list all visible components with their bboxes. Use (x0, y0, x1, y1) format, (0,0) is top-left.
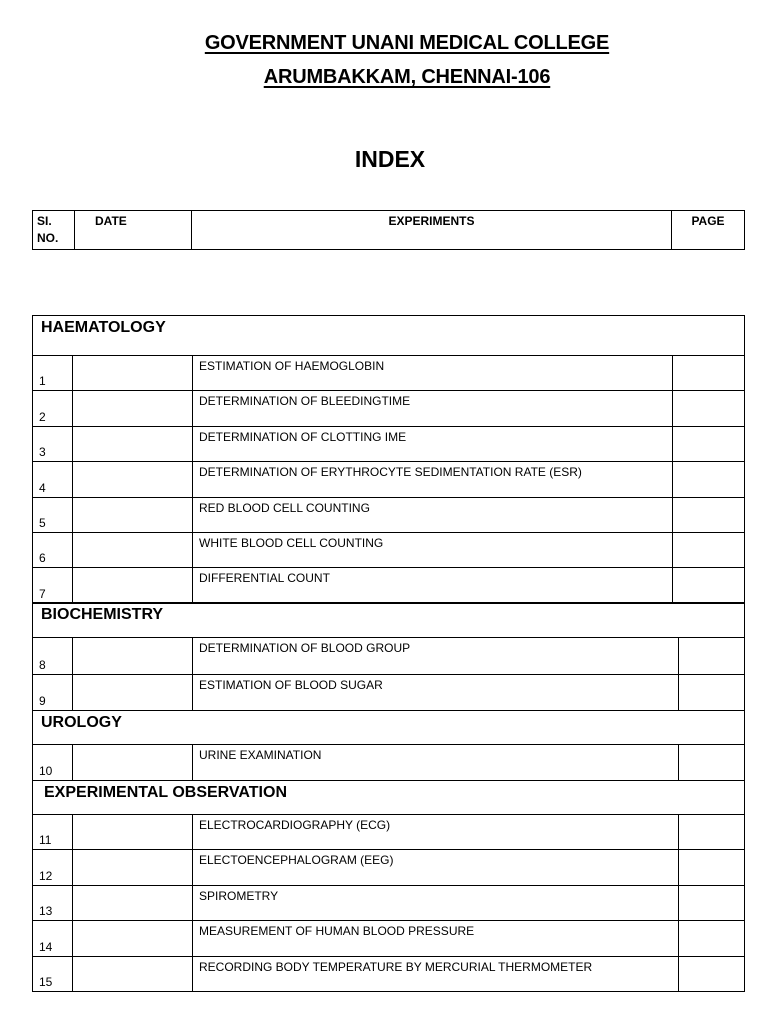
row-number: 14 (33, 921, 73, 956)
table-row (33, 674, 745, 711)
date-cell[interactable] (73, 462, 193, 497)
row-number: 13 (33, 885, 73, 920)
page-cell[interactable] (673, 532, 745, 567)
row-number: 10 (33, 745, 73, 781)
col-sl-no: SI. NO. (33, 211, 75, 250)
page-cell[interactable] (679, 745, 745, 781)
row-number: 15 (33, 956, 73, 991)
date-cell[interactable] (73, 532, 193, 567)
table-row (33, 462, 745, 497)
section-header-row (33, 603, 745, 638)
college-address: ARUMBAKKAM, CHENNAI-106 (263, 66, 551, 88)
section-table (32, 602, 745, 711)
date-cell[interactable] (73, 497, 193, 532)
col-date: DATE (75, 211, 192, 250)
table-row (33, 956, 745, 991)
date-cell[interactable] (73, 356, 193, 391)
date-cell[interactable] (73, 391, 193, 426)
row-number: 5 (33, 497, 73, 532)
page-cell[interactable] (679, 674, 745, 711)
column-header-table (32, 210, 745, 250)
row-number: 8 (33, 638, 73, 675)
table-row (33, 356, 745, 391)
experiment-name: DETERMINATION OF BLOOD GROUP (193, 638, 679, 675)
experiment-name: DETERMINATION OF CLOTTING IME (193, 426, 673, 461)
table-row (33, 921, 745, 956)
page-cell[interactable] (679, 638, 745, 675)
section-table (32, 315, 745, 604)
date-cell[interactable] (73, 850, 193, 885)
page-cell[interactable] (673, 568, 745, 603)
row-number: 9 (33, 674, 73, 711)
date-cell[interactable] (73, 674, 193, 711)
experiment-name: DETERMINATION OF ERYTHROCYTE SEDIMENTATION RATE (ESR) (193, 462, 673, 497)
experiment-name: ELECTROCARDIOGRAPHY (ECG) (193, 815, 679, 850)
date-cell[interactable] (73, 745, 193, 781)
page-cell[interactable] (679, 815, 745, 850)
row-number: 4 (33, 462, 73, 497)
experiment-name: ESTIMATION OF HAEMOGLOBIN (193, 356, 673, 391)
index-title: INDEX (354, 146, 426, 172)
col-experiments: EXPERIMENTS (192, 211, 672, 250)
table-row (33, 391, 745, 426)
table-row (33, 532, 745, 567)
date-cell[interactable] (73, 426, 193, 461)
experiment-name: MEASUREMENT OF HUMAN BLOOD PRESSURE (193, 921, 679, 956)
table-row (33, 745, 745, 781)
date-cell[interactable] (73, 921, 193, 956)
page-cell[interactable] (679, 885, 745, 920)
section-header-row (33, 316, 745, 356)
section-header-row (33, 711, 745, 745)
row-number: 6 (33, 532, 73, 567)
date-cell[interactable] (73, 815, 193, 850)
section-title: EXPERIMENTAL OBSERVATION (33, 781, 745, 815)
experiment-name: ELECTOENCEPHALOGRAM (EEG) (193, 850, 679, 885)
row-number: 11 (33, 815, 73, 850)
section-title: UROLOGY (33, 711, 745, 745)
table-row (33, 815, 745, 850)
table-row (33, 568, 745, 603)
row-number: 1 (33, 356, 73, 391)
section-title: HAEMATOLOGY (33, 316, 745, 356)
date-cell[interactable] (73, 568, 193, 603)
page-cell[interactable] (673, 497, 745, 532)
section-header-row (33, 781, 745, 815)
section-table (32, 710, 745, 781)
page-cell[interactable] (679, 956, 745, 991)
table-row (33, 850, 745, 885)
experiment-name: URINE EXAMINATION (193, 745, 679, 781)
page-cell[interactable] (673, 462, 745, 497)
section-table (32, 780, 745, 992)
experiment-name: DIFFERENTIAL COUNT (193, 568, 673, 603)
page-cell[interactable] (673, 426, 745, 461)
row-number: 12 (33, 850, 73, 885)
table-row (33, 885, 745, 920)
experiment-name: SPIROMETRY (193, 885, 679, 920)
page-cell[interactable] (679, 850, 745, 885)
experiment-name: RED BLOOD CELL COUNTING (193, 497, 673, 532)
table-row (33, 497, 745, 532)
table-row (33, 426, 745, 461)
column-header-row (33, 211, 745, 250)
experiment-name: DETERMINATION OF BLEEDINGTIME (193, 391, 673, 426)
row-number: 2 (33, 391, 73, 426)
experiment-name: WHITE BLOOD CELL COUNTING (193, 532, 673, 567)
experiment-name: RECORDING BODY TEMPERATURE BY MERCURIAL THERMOMETER (193, 956, 679, 991)
college-name: GOVERNMENT UNANI MEDICAL COLLEGE (204, 32, 610, 54)
row-number: 7 (33, 568, 73, 603)
row-number: 3 (33, 426, 73, 461)
page-cell[interactable] (679, 921, 745, 956)
date-cell[interactable] (73, 638, 193, 675)
section-title: BIOCHEMISTRY (33, 603, 745, 638)
page-cell[interactable] (673, 391, 745, 426)
page-cell[interactable] (673, 356, 745, 391)
date-cell[interactable] (73, 956, 193, 991)
date-cell[interactable] (73, 885, 193, 920)
table-row (33, 638, 745, 675)
experiment-name: ESTIMATION OF BLOOD SUGAR (193, 674, 679, 711)
col-page: PAGE (672, 211, 745, 250)
